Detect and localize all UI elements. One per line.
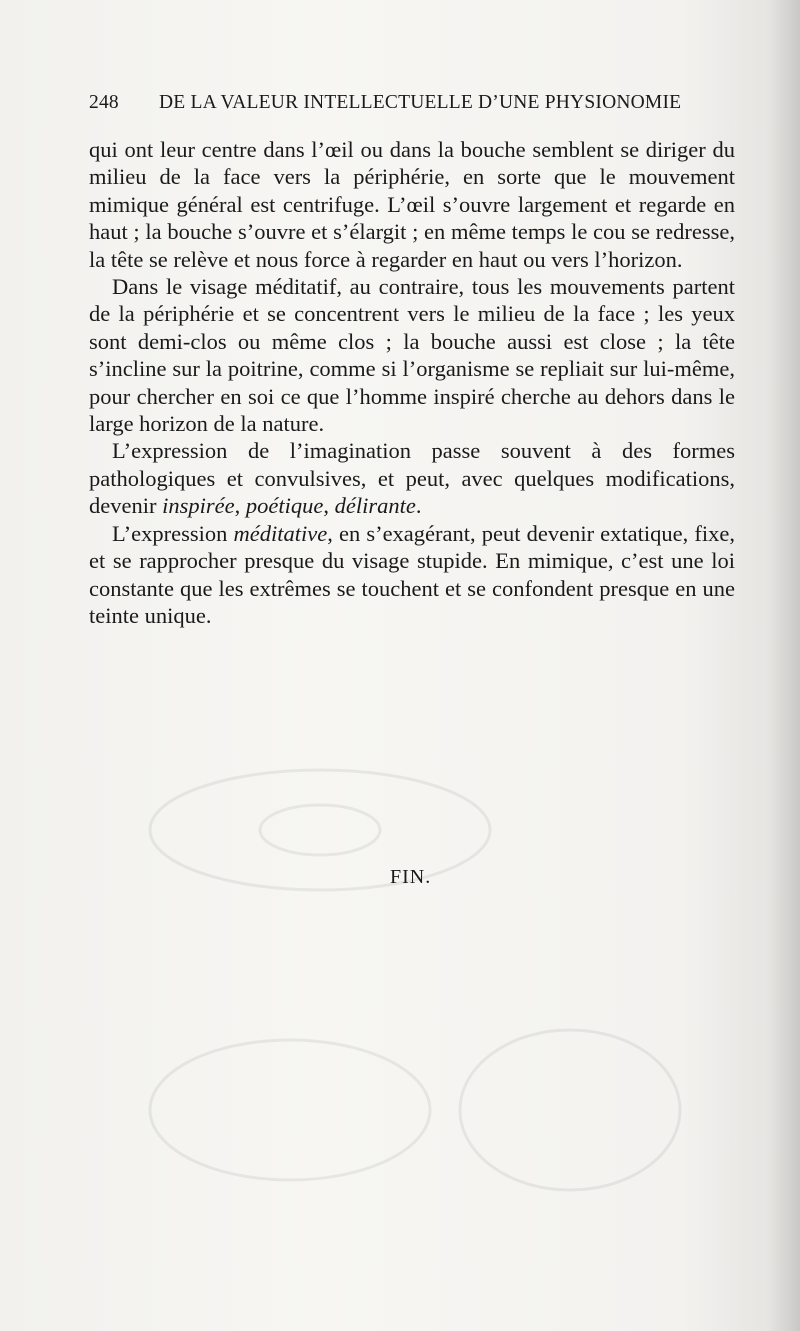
italic-term-delirante: délirante	[334, 493, 416, 519]
end-marker: FIN.	[390, 866, 432, 888]
paragraph-4-start: L’expression	[112, 520, 234, 546]
paragraph-4	[89, 520, 735, 630]
paragraph-2: Dans le visage méditatif, au contraire, tous les mouvements partent de la périphérie et se concentrent vers le milieu de la face ; les yeux sont demi-clos ou même clos ; la bouche aussi est close ; la tête s’incline sur la poitrine, comme si l’organisme se repliait sur lui-même, pour chercher en soi ce que l’homme inspiré cherche au dehors dans le large horizon de la nature.	[89, 274, 735, 437]
paragraph-3-end: .	[415, 493, 422, 519]
separator: ,	[323, 493, 335, 519]
italic-term-poetique: poétique	[245, 493, 324, 519]
italic-term-meditative: méditative	[233, 520, 328, 546]
separator: ,	[234, 493, 246, 519]
paragraph-4-text: , en s’exagérant, peut devenir extatique, fixe, et se rapprocher presque du visage stupide. En mimique, c’est une loi constante que les extrêmes se touchent et se confondent presque en une teinte unique.	[89, 520, 735, 628]
paragraph-1: qui ont leur centre dans l’œil ou dans la bouche semblent se diriger du milieu de la face vers la périphérie, en sorte que le mouvement mimique général est centrifuge. L’œil s’ouvre largement et regarde en haut ; la bouche s’ouvre et s’élargit ; en même temps le cou se redresse, la tête se relève et nous force à regarder en haut ou vers l’horizon.	[89, 137, 735, 272]
body-text	[89, 136, 735, 629]
page-number: 248	[89, 92, 119, 113]
running-head-title: DE LA VALEUR INTELLECTUELLE D’UNE PHYSIONOMIE	[159, 92, 682, 113]
show-through-illustration	[90, 690, 750, 1290]
paragraph-3	[89, 437, 735, 519]
running-header	[89, 92, 739, 120]
paragraph-3-text: L’expression de l’imagination passe souvent à des formes pathologiques et convulsives, et peut, avec quelques modifications, devenir	[89, 438, 735, 519]
italic-term-inspiree: inspirée	[162, 493, 235, 519]
